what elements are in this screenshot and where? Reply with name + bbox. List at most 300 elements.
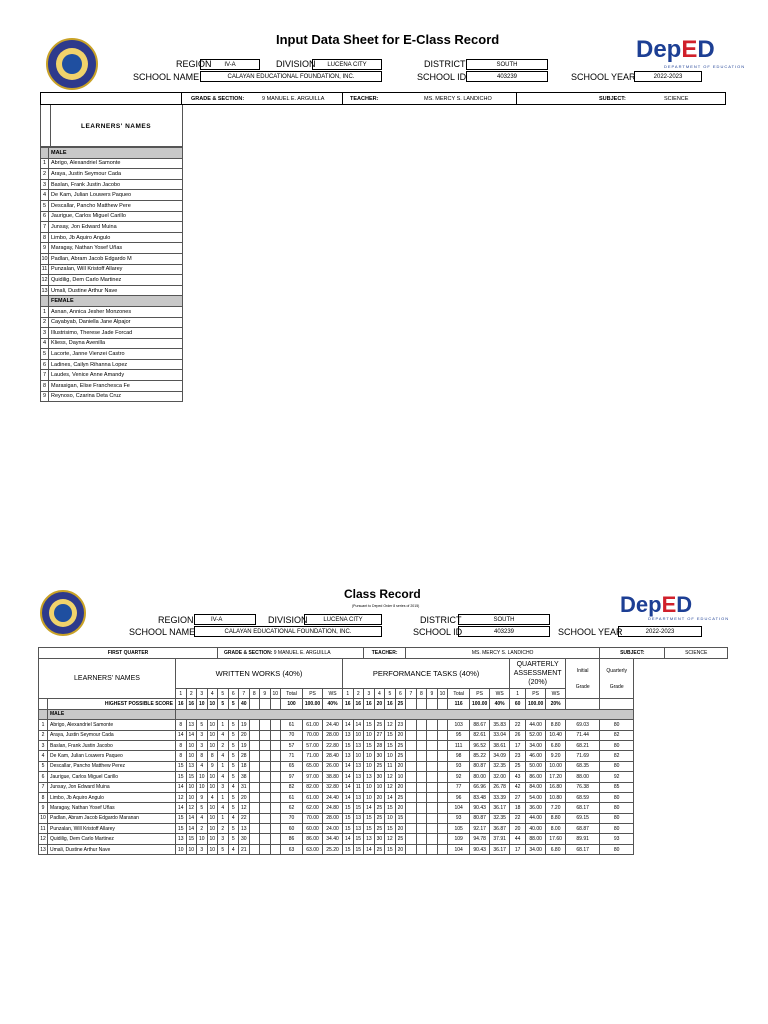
learner-row xyxy=(41,285,183,296)
cr-score-cell: 15 xyxy=(176,761,187,771)
cr-score-cell: 27 xyxy=(510,792,526,802)
cr-score-cell: 88.00 xyxy=(566,772,600,782)
cr-score-cell: 9 xyxy=(197,792,208,802)
cr-score-cell: 50.00 xyxy=(526,761,546,771)
cr-score-cell: 71.00 xyxy=(303,751,323,761)
cr-score-cell: 37.91 xyxy=(490,834,510,844)
cr-score-cell xyxy=(249,813,260,823)
cr-score-cell: 20 xyxy=(510,824,526,834)
cr-score-cell: 4 xyxy=(218,730,229,740)
learner-number: 5 xyxy=(41,200,49,211)
cr-subcol-header: 2 xyxy=(186,689,197,699)
deped-logo-2 xyxy=(620,592,692,618)
cr-score-cell: 20 xyxy=(395,844,406,854)
cr-score-cell: 80.87 xyxy=(470,761,490,771)
cr-score-cell: 26.00 xyxy=(323,761,343,771)
cr-student-name: Punzalan, Will Kristoff Allarey xyxy=(48,824,176,834)
cr-score-cell: 10 xyxy=(186,792,197,802)
cr-score-cell: 36.00 xyxy=(526,803,546,813)
cr-grade-label: GRADE & SECTION: xyxy=(224,650,273,656)
cr-subcol-header: WS xyxy=(490,689,510,699)
cr-score-cell xyxy=(416,803,427,813)
cr-male-label: MALE xyxy=(48,709,176,719)
cr-subcol-header: 3 xyxy=(197,689,208,699)
cr-score-cell: 4 xyxy=(228,844,239,854)
learners-header-cell xyxy=(40,105,183,147)
deped-logo-2-subtitle: DEPARTMENT OF EDUCATION xyxy=(648,616,730,621)
cr-student-number: 4 xyxy=(39,751,48,761)
cr-hps-cell: 5 xyxy=(228,699,239,709)
cr-score-cell: 34.40 xyxy=(323,834,343,844)
cr-score-cell: 20 xyxy=(395,761,406,771)
cr-score-cell xyxy=(260,782,271,792)
cr-score-cell: 8 xyxy=(197,751,208,761)
cr-score-cell: 38.80 xyxy=(323,772,343,782)
cr-subcol-header: 5 xyxy=(385,689,396,699)
cr-score-cell: 26.78 xyxy=(490,782,510,792)
cr-score-cell: 30 xyxy=(239,834,250,844)
cr-hps-cell: 100.00 xyxy=(470,699,490,709)
cr-score-cell: 14 xyxy=(343,761,354,771)
cr-score-cell: 20 xyxy=(395,730,406,740)
cr-score-cell: 13 xyxy=(353,824,364,834)
learner-number: 13 xyxy=(41,285,49,296)
cr-qa-header xyxy=(510,659,566,689)
cr-score-cell: 15 xyxy=(176,813,187,823)
cr-score-cell: 70.00 xyxy=(303,730,323,740)
cr-hps-cell: 100.00 xyxy=(526,699,546,709)
cr-score-cell: 68.17 xyxy=(566,803,600,813)
cr-score-cell: 10.80 xyxy=(546,792,566,802)
cr-score-cell: 65.00 xyxy=(303,761,323,771)
learner-number: 5 xyxy=(41,349,49,360)
cr-hps-cell: 16 xyxy=(364,699,375,709)
school-id-value: 403239 xyxy=(466,71,548,82)
cr-score-cell xyxy=(406,720,417,730)
deped-seal-icon xyxy=(46,38,98,90)
cr-score-cell: 1 xyxy=(218,761,229,771)
cr-score-cell: 19 xyxy=(239,720,250,730)
learner-number: 4 xyxy=(41,190,49,201)
cr-subcol-header: Total xyxy=(281,689,303,699)
cr-score-cell: 27 xyxy=(374,730,385,740)
cr-score-cell: 13 xyxy=(364,772,375,782)
learner-number: 9 xyxy=(41,243,49,254)
cr-score-cell xyxy=(406,824,417,834)
learner-number: 1 xyxy=(41,306,49,317)
cr-score-cell xyxy=(437,751,448,761)
cr-score-cell: 94.78 xyxy=(470,834,490,844)
learner-number: 4 xyxy=(41,338,49,349)
cr-subcol-header: 9 xyxy=(427,689,438,699)
cr-score-cell: 9 xyxy=(207,761,218,771)
cr-score-cell: 2 xyxy=(218,824,229,834)
cr-score-cell: 13 xyxy=(353,761,364,771)
cr-score-cell: 23 xyxy=(395,720,406,730)
cr-initial-line1: Initial xyxy=(576,667,589,674)
cr-score-cell xyxy=(249,730,260,740)
cr-score-cell: 5 xyxy=(228,834,239,844)
cr-score-cell: 63.00 xyxy=(303,844,323,854)
cr-score-cell: 5 xyxy=(228,803,239,813)
cr-score-cell: 25 xyxy=(374,824,385,834)
section-label: FEMALE xyxy=(49,296,183,307)
cr-score-cell: 15 xyxy=(364,824,375,834)
cr-score-cell: 13 xyxy=(353,740,364,750)
cr-subcol-header: 8 xyxy=(416,689,427,699)
cr-score-cell: 36.87 xyxy=(490,824,510,834)
cr-student-number: 5 xyxy=(39,761,48,771)
cr-score-cell: 25 xyxy=(510,761,526,771)
cr-score-cell xyxy=(249,772,260,782)
cr-score-cell: 12 xyxy=(239,803,250,813)
cr-score-cell: 71 xyxy=(281,751,303,761)
cr-score-cell: 10 xyxy=(364,792,375,802)
cr-score-cell: 77 xyxy=(448,782,470,792)
cr-hps-cell: 116 xyxy=(448,699,470,709)
cr-score-cell: 103 xyxy=(448,720,470,730)
cr-score-cell: 13 xyxy=(353,772,364,782)
learner-name: Cayabyab, Daniella Jane Alpajor xyxy=(49,317,183,328)
cr-subcol-header: 1 xyxy=(343,689,354,699)
cr-score-cell: 80 xyxy=(600,803,634,813)
cr-score-cell xyxy=(437,792,448,802)
cr-score-cell: 36.17 xyxy=(490,803,510,813)
cr-score-cell: 111 xyxy=(448,740,470,750)
cr-score-cell xyxy=(437,824,448,834)
school-name-label: SCHOOL NAME xyxy=(133,72,200,82)
cr-school-name-value: CALAYAN EDUCATIONAL FOUNDATION, INC. xyxy=(194,626,382,637)
cr-score-cell: 3 xyxy=(197,740,208,750)
cr-score-cell: 61.00 xyxy=(303,792,323,802)
cr-hps-cell: 16 xyxy=(385,699,396,709)
cr-score-cell: 32.35 xyxy=(490,813,510,823)
cr-student-row xyxy=(39,720,728,730)
cr-score-cell: 14 xyxy=(364,803,375,813)
cr-score-cell: 5 xyxy=(228,730,239,740)
cr-score-cell: 1 xyxy=(218,720,229,730)
learner-number: 9 xyxy=(41,391,49,402)
cr-score-cell xyxy=(427,751,438,761)
cr-score-cell: 25 xyxy=(374,761,385,771)
cr-quarterly-line2: Grade xyxy=(609,683,624,690)
cr-score-cell xyxy=(416,761,427,771)
cr-score-cell xyxy=(427,772,438,782)
cr-score-cell xyxy=(406,844,417,854)
cr-score-cell: 70.00 xyxy=(303,813,323,823)
cr-score-cell: 44 xyxy=(510,834,526,844)
cr-score-cell: 34.09 xyxy=(490,751,510,761)
cr-score-cell: 5 xyxy=(228,792,239,802)
cr-score-cell: 5 xyxy=(228,761,239,771)
cr-score-cell: 71.69 xyxy=(566,751,600,761)
cr-score-cell xyxy=(270,803,281,813)
learner-name: Kliess, Dayna Avenilla xyxy=(49,338,183,349)
learner-row xyxy=(41,232,183,243)
cr-score-cell: 28 xyxy=(239,751,250,761)
female-section-row xyxy=(41,296,183,307)
cr-subcol-header: 7 xyxy=(239,689,250,699)
cr-score-cell: 16.80 xyxy=(546,782,566,792)
cr-hps-cell xyxy=(406,699,417,709)
cr-score-cell xyxy=(416,772,427,782)
cr-score-cell: 5 xyxy=(197,803,208,813)
cr-score-cell: 3 xyxy=(197,730,208,740)
cr-score-cell: 17 xyxy=(510,740,526,750)
cr-score-cell: 8 xyxy=(176,751,187,761)
cr-score-cell: 13 xyxy=(353,792,364,802)
learner-name: Reynoso, Czarina Deta Cruz xyxy=(49,391,183,402)
cr-score-cell: 18 xyxy=(510,803,526,813)
cr-score-cell: 95 xyxy=(448,730,470,740)
cr-score-cell: 10 xyxy=(207,730,218,740)
cr-hps-cell: 10 xyxy=(197,699,208,709)
cr-score-cell: 24.00 xyxy=(323,824,343,834)
cr-student-number: 10 xyxy=(39,813,48,823)
cr-student-row xyxy=(39,834,728,844)
male-section-row xyxy=(41,148,183,159)
cr-student-name: De Kam, Julian Louwers Paqueo xyxy=(48,751,176,761)
cr-school-id-label: SCHOOL ID xyxy=(413,627,463,637)
cr-score-cell: 10 xyxy=(197,834,208,844)
cr-score-cell: 15 xyxy=(385,844,396,854)
learner-row xyxy=(41,381,183,392)
cr-quarterly-line1: Quarterly xyxy=(606,667,627,674)
cr-score-cell: 9.20 xyxy=(546,751,566,761)
district-value: SOUTH xyxy=(466,59,548,70)
cr-score-cell xyxy=(437,813,448,823)
cr-subcol-header: 9 xyxy=(260,689,271,699)
cr-score-cell xyxy=(270,813,281,823)
cr-student-name: Araya, Justin Seymour Cada xyxy=(48,730,176,740)
cr-district-value: SOUTH xyxy=(458,614,550,625)
cr-score-cell: 13 xyxy=(353,813,364,823)
cr-score-cell: 62 xyxy=(281,803,303,813)
cr-region-label: REGION xyxy=(158,615,194,625)
cr-score-cell: 15 xyxy=(385,730,396,740)
cr-score-cell: 82.61 xyxy=(470,730,490,740)
cr-score-cell: 80 xyxy=(600,844,634,854)
cr-score-cell: 93 xyxy=(448,813,470,823)
cr-score-cell: 20 xyxy=(395,824,406,834)
cr-score-cell xyxy=(249,834,260,844)
cr-score-cell: 76.38 xyxy=(566,782,600,792)
cr-score-cell: 10 xyxy=(207,740,218,750)
subject-value: SCIENCE xyxy=(664,96,689,102)
cr-score-cell: 24.40 xyxy=(323,720,343,730)
cr-score-cell: 33.39 xyxy=(490,792,510,802)
cr-hps-cell: 16 xyxy=(176,699,187,709)
cr-score-cell: 70 xyxy=(281,730,303,740)
cr-school-name-label: SCHOOL NAME xyxy=(129,627,196,637)
cr-hps-cell: 20% xyxy=(546,699,566,709)
cr-grade-value: 9 MANUEL E. ARGUILLA xyxy=(273,650,331,656)
cr-student-row xyxy=(39,730,728,740)
cr-score-cell: 13 xyxy=(239,824,250,834)
cr-score-cell: 85 xyxy=(600,782,634,792)
cr-score-cell: 88.67 xyxy=(470,720,490,730)
cr-score-cell: 68.59 xyxy=(566,792,600,802)
cr-score-cell: 25 xyxy=(374,803,385,813)
cr-score-cell: 14 xyxy=(176,782,187,792)
learner-name: Punzalan, Will Kristoff Allarey xyxy=(49,264,183,275)
cr-score-cell: 8.80 xyxy=(546,813,566,823)
cr-hps-cell: 10 xyxy=(207,699,218,709)
cr-score-cell: 6.80 xyxy=(546,740,566,750)
cr-score-cell: 4 xyxy=(218,772,229,782)
cr-student-number: 6 xyxy=(39,772,48,782)
cr-score-cell xyxy=(427,730,438,740)
deped-logo-2-left: Dep xyxy=(620,592,662,617)
cr-score-cell: 5 xyxy=(218,844,229,854)
cr-score-cell: 3 xyxy=(197,844,208,854)
cr-hps-cell xyxy=(437,699,448,709)
learner-number: 2 xyxy=(41,169,49,180)
cr-student-number: 8 xyxy=(39,792,48,802)
cr-score-cell: 61 xyxy=(281,720,303,730)
cr-score-cell: 80 xyxy=(600,720,634,730)
learner-number: 8 xyxy=(41,232,49,243)
cr-score-cell xyxy=(270,772,281,782)
cr-score-cell: 23 xyxy=(510,751,526,761)
cr-score-cell: 60 xyxy=(281,824,303,834)
cr-subcol-header: 6 xyxy=(395,689,406,699)
cr-score-cell: 57 xyxy=(281,740,303,750)
cr-score-cell: 46.00 xyxy=(526,751,546,761)
cr-score-cell: 10 xyxy=(353,730,364,740)
cr-hps-cell xyxy=(270,699,281,709)
cr-score-cell: 17.20 xyxy=(546,772,566,782)
cr-score-cell: 15 xyxy=(385,824,396,834)
cr-score-cell: 10 xyxy=(207,834,218,844)
cr-score-cell: 89.91 xyxy=(566,834,600,844)
cr-score-cell xyxy=(437,782,448,792)
learner-row xyxy=(41,211,183,222)
cr-score-cell: 86 xyxy=(281,834,303,844)
cr-score-cell: 4 xyxy=(228,813,239,823)
learner-row xyxy=(41,179,183,190)
cr-score-cell: 5 xyxy=(228,824,239,834)
cr-score-cell xyxy=(249,720,260,730)
cr-score-cell: 69.03 xyxy=(566,720,600,730)
cr-score-cell: 14 xyxy=(176,803,187,813)
cr-score-cell: 12 xyxy=(186,803,197,813)
cr-score-cell xyxy=(416,751,427,761)
cr-score-cell: 14 xyxy=(176,730,187,740)
cr-score-cell xyxy=(260,761,271,771)
deped-logo-2-right: D xyxy=(676,592,693,617)
learner-row xyxy=(41,391,183,402)
cr-score-cell xyxy=(416,782,427,792)
deped-logo-subtitle: DEPARTMENT OF EDUCATION xyxy=(664,64,746,69)
cr-score-cell: 25 xyxy=(374,720,385,730)
cr-score-cell: 10 xyxy=(353,751,364,761)
cr-student-name: Umali, Dustine Arthur Nave xyxy=(48,844,176,854)
learner-name: Umali, Dustine Arthur Nave xyxy=(49,285,183,296)
cr-score-cell: 3 xyxy=(218,782,229,792)
cr-score-cell: 93 xyxy=(448,761,470,771)
learner-number: 1 xyxy=(41,158,49,169)
cr-score-cell: 14 xyxy=(186,730,197,740)
teacher-value: MS. MERCY S. LANDICHO xyxy=(424,96,492,102)
cr-score-cell: 11 xyxy=(353,782,364,792)
cr-score-cell: 97 xyxy=(281,772,303,782)
cr-score-cell: 25.20 xyxy=(323,844,343,854)
learner-number: 2 xyxy=(41,317,49,328)
cr-score-cell: 33.04 xyxy=(490,730,510,740)
cr-score-cell: 25 xyxy=(395,834,406,844)
cr-score-cell xyxy=(249,740,260,750)
cr-subcol-header: 1 xyxy=(176,689,187,699)
cr-score-cell xyxy=(416,730,427,740)
cr-score-cell: 82 xyxy=(600,751,634,761)
cr-score-cell: 42 xyxy=(510,782,526,792)
cr-school-year-value: 2022-2023 xyxy=(618,626,702,637)
cr-score-cell: 13 xyxy=(364,834,375,844)
school-name-value: CALAYAN EDUCATIONAL FOUNDATION, INC. xyxy=(200,71,382,82)
school-id-label: SCHOOL ID xyxy=(417,72,467,82)
cr-score-cell: 90.43 xyxy=(470,844,490,854)
cr-hps-cell: 60 xyxy=(510,699,526,709)
cr-score-cell: 14 xyxy=(364,844,375,854)
learner-row xyxy=(41,306,183,317)
cr-score-cell: 30 xyxy=(374,751,385,761)
cr-score-cell xyxy=(260,844,271,854)
cr-hps-cell: 16 xyxy=(186,699,197,709)
cr-student-number: 11 xyxy=(39,824,48,834)
cr-subject-value: SCIENCE xyxy=(665,648,728,659)
learner-row xyxy=(41,200,183,211)
cr-score-cell xyxy=(406,813,417,823)
cr-score-cell xyxy=(427,740,438,750)
cr-score-cell: 62.00 xyxy=(303,803,323,813)
cr-score-cell xyxy=(270,730,281,740)
cr-score-cell: 12 xyxy=(385,772,396,782)
cr-hps-cell xyxy=(249,699,260,709)
cr-score-cell xyxy=(270,782,281,792)
cr-score-cell: 17 xyxy=(510,844,526,854)
cr-hps-cell xyxy=(416,699,427,709)
cr-score-cell: 10 xyxy=(207,720,218,730)
cr-score-cell: 17.60 xyxy=(546,834,566,844)
cr-pt-header: PERFORMANCE TASKS (40%) xyxy=(343,659,510,689)
cr-hps-cell: 20 xyxy=(374,699,385,709)
cr-score-cell: 83.48 xyxy=(470,792,490,802)
cr-score-cell: 30 xyxy=(374,834,385,844)
cr-region-value: IV-A xyxy=(194,614,256,625)
cr-score-cell: 68.21 xyxy=(566,740,600,750)
cr-score-cell: 28.00 xyxy=(323,813,343,823)
cr-student-name: Descallar, Pancho Matthew Perez xyxy=(48,761,176,771)
teacher-label: TEACHER: xyxy=(350,96,379,102)
learner-number: 6 xyxy=(41,359,49,370)
cr-score-cell: 14 xyxy=(353,720,364,730)
cr-subcol-header: 8 xyxy=(249,689,260,699)
cr-hps-label: HIGHEST POSSIBLE SCORE xyxy=(48,699,176,709)
cr-score-cell: 12 xyxy=(385,782,396,792)
cr-score-cell: 105 xyxy=(448,824,470,834)
cr-teacher-label: TEACHER: xyxy=(364,648,406,659)
cr-hps-cell: 40% xyxy=(323,699,343,709)
learner-row xyxy=(41,370,183,381)
cr-score-cell: 20 xyxy=(374,792,385,802)
school-year-label: SCHOOL YEAR xyxy=(571,72,636,82)
cr-score-cell: 10 xyxy=(364,751,375,761)
cr-score-cell: 15 xyxy=(353,834,364,844)
cr-score-cell: 22 xyxy=(239,813,250,823)
cr-score-cell: 10 xyxy=(197,782,208,792)
learner-name: De Kam, Julian Louwers Paqueo xyxy=(49,190,183,201)
